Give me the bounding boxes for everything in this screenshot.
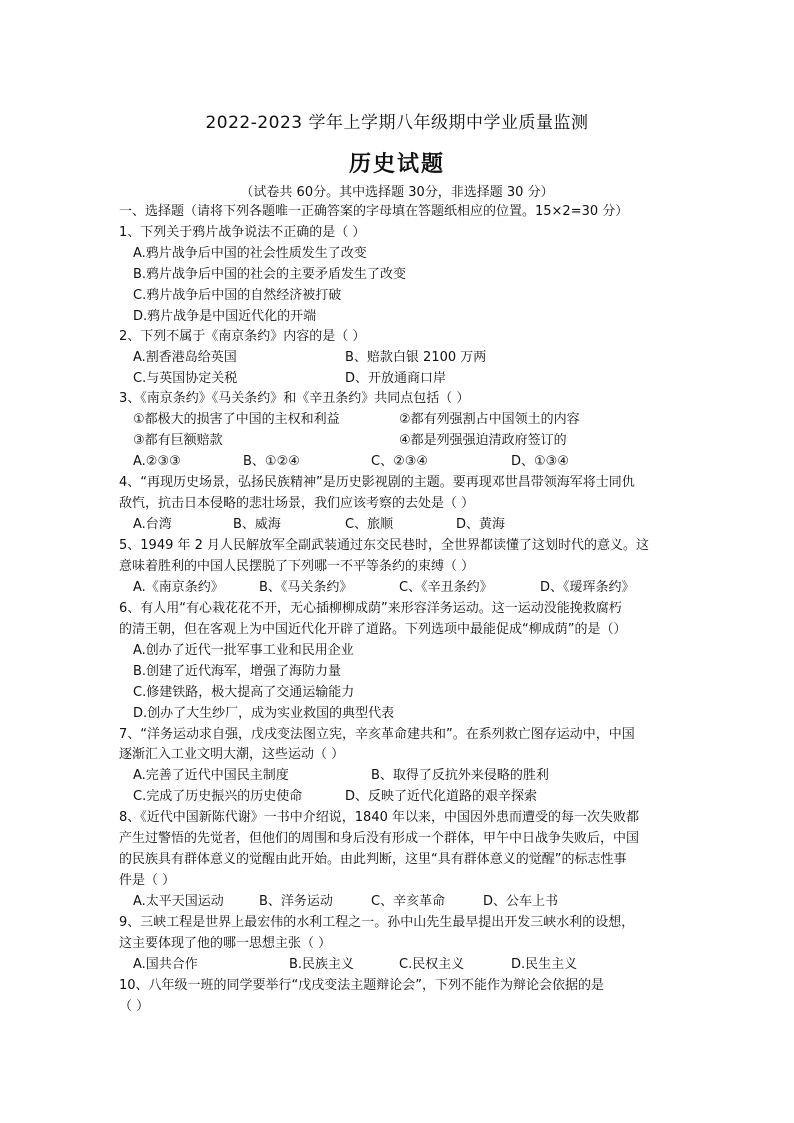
question-8-stem-line-3: 的民族具有群体意义的觉醒由此开始。由此判断，这里“具有群体意义的觉醒”的标志性事 [119,852,627,867]
q4-option-d: D、黄海 [456,517,506,532]
q5-option-a: A.《南京条约》 [133,580,224,595]
q6-option-b: B.创建了近代海军，增强了海防力量 [133,664,342,679]
q3-statement-3: ③都有巨额赔款 [133,433,223,448]
q2-option-d: D、开放通商口岸 [345,371,447,386]
q1-option-d: D.鸦片战争是中国近代化的开端 [133,309,317,324]
q1-option-a: A.鸦片战争后中国的社会性质发生了改变 [133,246,367,261]
q3-option-c: C、②③④ [371,454,429,469]
q4-option-c: C、旅顺 [345,517,394,532]
q9-option-a: A.国共合作 [133,957,198,972]
q7-option-c: C.完成了历史振兴的历史使命 [133,789,303,804]
q2-option-a: A.割香港岛给英国 [133,350,237,365]
q9-option-b: B.民族主义 [289,957,355,972]
question-1-stem: 1、下列关于鸦片战争说法不正确的是（ ） [119,225,366,240]
q3-statement-4: ④都是列强强迫清政府签订的 [399,433,567,448]
q3-statement-2: ②都有列强割占中国领土的内容 [399,412,580,427]
question-5-stem-line-2: 意味着胜利的中国人民摆脱了下列哪一不平等条约的束缚（ ） [119,559,475,574]
subject-title: 历史试题 [348,152,445,177]
question-8-stem-line-1: 8、《近代中国新陈代谢》一书中介绍说，1840 年以来，中国因外患而遭受的每一次失败都 [119,810,639,825]
q9-option-d: D.民生主义 [511,957,578,972]
q5-option-b: B、《马关条约》 [259,580,353,595]
q8-option-d: D、公车上书 [483,894,559,909]
question-4-stem-line-1: 4、“再现历史场景，弘扬民族精神”是历史影视剧的主题。要再现邓世昌带领海军将士同仇 [119,475,635,490]
question-8-stem-line-2: 产生过警悟的先觉者，但他们的周围和身后没有形成一个群体，甲午中日战争失败后，中国 [119,831,640,846]
question-9-stem-line-1: 9、三峡工程是世界上最宏伟的水利工程之一。孙中山先生最早提出开发三峡水利的设想， [119,915,635,930]
question-10-stem-line-1: 10、八年级一班的同学要举行“戊戌变法主题辩论会”，下列不能作为辩论会依据的是 [119,978,605,993]
q2-option-b: B、赔款白银 2100 万两 [345,350,487,365]
q5-option-c: C、《辛丑条约》 [399,580,493,595]
q6-option-c: C.修建铁路，极大提高了交通运输能力 [133,685,355,700]
question-7-stem-line-1: 7、“洋务运动求自强，戊戌变法图立宪，辛亥革命建共和”。在系列救亡图存运动中，中国 [119,727,635,742]
q3-option-b: B、①②④ [243,454,300,469]
q1-option-c: C.鸦片战争后中国的自然经济被打破 [133,288,342,303]
q9-option-c: C.民权主义 [399,957,465,972]
question-2-stem: 2、下列不属于《南京条约》内容的是（ ） [119,329,366,344]
question-6-stem-line-2: 的清王朝，但在客观上为中国近代化开辟了道路。下列选项中最能促成“柳成荫”的是（） [119,622,627,637]
q6-option-a: A.创办了近代一批军事工业和民用企业 [133,643,354,658]
q4-option-a: A.台湾 [133,517,172,532]
q3-option-a: A.②③③ [133,454,181,469]
exam-title: 2022-2023 学年上学期八年级期中学业质量监测 [205,113,589,133]
q8-option-c: C、辛亥革命 [371,894,446,909]
section-heading: 一、选择题（请将下列各题唯一正确答案的字母填在答题纸相应的位置。15×2=30 分） [119,204,629,219]
q8-option-b: B、洋务运动 [259,894,333,909]
question-8-stem-line-4: 件是（ ） [119,873,176,888]
q6-option-d: D.创办了大生纱厂，成为实业救国的典型代表 [133,706,395,721]
q2-option-c: C.与英国协定关税 [133,371,238,386]
question-9-stem-line-2: 这主要体现了他的哪一思想主张（ ） [119,936,332,951]
question-4-stem-line-2: 敌忾，抗击日本侵略的悲壮场景，我们应该考察的去处是（ ） [119,496,475,511]
q8-option-a: A.太平天国运动 [133,894,224,909]
question-6-stem-line-1: 6、有人用“有心栽花花不开，无心插柳柳成荫”来形容洋务运动。这一运动没能挽救腐朽 [119,601,622,616]
question-3-stem: 3、《南京条约》《马关条约》和《辛丑条约》共同点包括（ ） [119,391,470,406]
question-10-stem-line-2: （ ） [119,999,150,1014]
q7-option-b: B、取得了反抗外来侵略的胜利 [371,768,549,783]
q3-statement-1: ①都极大的损害了中国的主权和利益 [133,412,340,427]
q4-option-b: B、威海 [233,517,281,532]
q3-option-d: D、①③④ [511,454,569,469]
score-note: （试卷共 60分。其中选择题 30分，非选择题 30 分） [240,185,554,200]
q7-option-a: A.完善了近代中国民主制度 [133,768,289,783]
q5-option-d: D、《瑷珲条约》 [540,580,635,595]
question-5-stem-line-1: 5、1949 年 2 月人民解放军全副武装通过东交民巷时，全世界都读懂了这划时代的意义。这 [119,538,650,553]
question-7-stem-line-2: 逐渐汇入工业文明大潮，这些运动（ ） [119,747,345,762]
q7-option-d: D、反映了近代化道路的艰辛探索 [345,789,538,804]
q1-option-b: B.鸦片战争后中国的社会的主要矛盾发生了改变 [133,267,407,282]
